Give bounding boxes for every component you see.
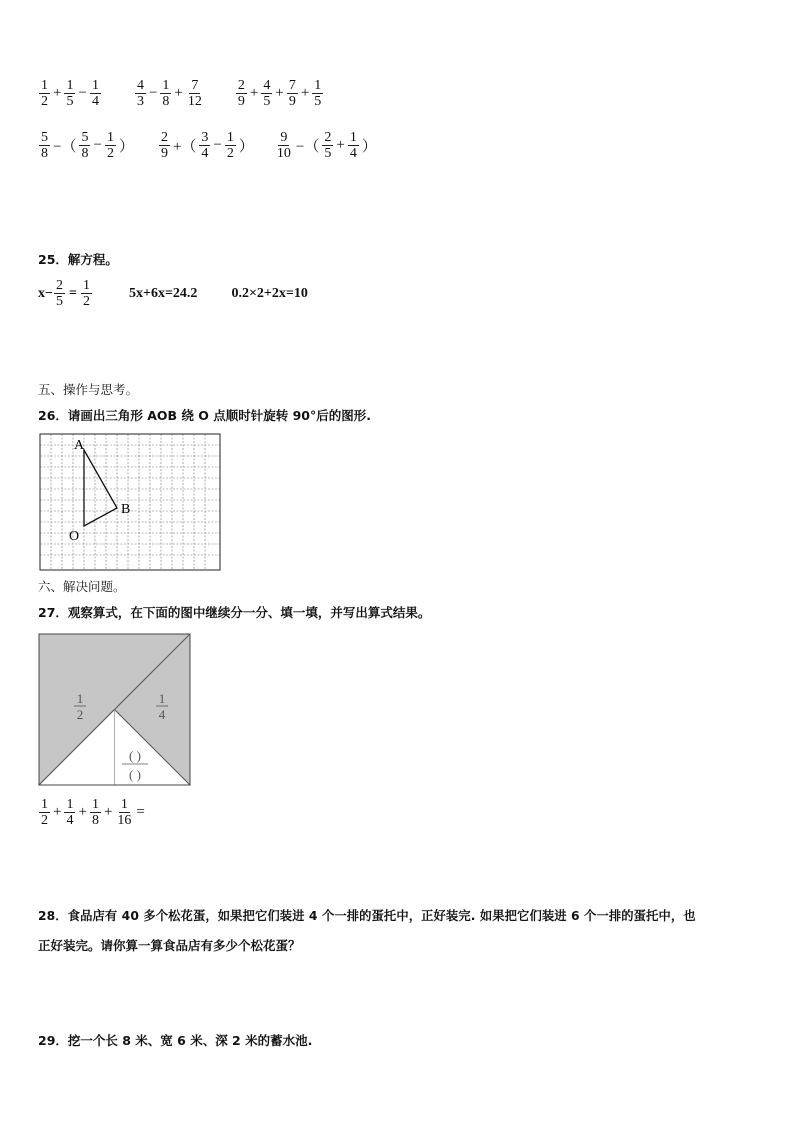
triangle-aob [84,450,117,526]
q25-equations: x− $\frac{2}{5}$ = $\frac{1}{2}$ 5x+6x=24.2 0.2×2+2x=10 [38,278,308,309]
expr-2: $\frac{4}{3}$ − $\frac{1}{8}$ + $\frac{7}{12}$ [136,78,202,109]
blank-den: ( ) [129,767,141,782]
eq1-frac-2: $\frac{1}{2}$ [82,278,90,309]
calc-row-2 [38,130,379,161]
section-6-heading: 六、解决问题。 [38,579,126,594]
eq3: 0.2×2+2x=10 [231,285,308,301]
q25-title: 25．解方程。 [38,252,118,267]
q26-title: 26．请画出三角形 AOB 绕 O 点顺时针旋转 90°后的图形. [38,408,372,423]
label-o: O [69,529,80,544]
half-den: 2 [76,707,84,722]
eq1-frac-1: $\frac{2}{5}$ [55,278,63,309]
expr-6: $\frac{9}{10}$ −（ $\frac{2}{5}$ + $\frac{1}{4}$ ） [276,130,377,161]
quarter-num: 1 [158,691,166,706]
expr-4: $\frac{5}{8}$ −（ $\frac{5}{8}$ − $\frac{1}{2}$ ） [41,130,134,161]
half-num: 1 [76,691,84,706]
q26-grid-figure [38,432,222,572]
q28-line1: 28．食品店有 40 多个松花蛋，如果把它们装进 4 个一排的蛋托中，正好装完. 如果把它们装进 6 个一排的蛋托中，也 [38,909,696,923]
q27-title: 27．观察算式，在下面的图中继续分一分、填一填，并写出算式结果。 [38,605,431,620]
q28-line2: 正好装完。请你算一算食品店有多少个松花蛋？ [38,938,301,953]
calc-row-1 [38,78,324,109]
q27-sum: $\frac{1}{2}$ + $\frac{1}{4}$ + $\frac{1}{8}$ + $\frac{1}{16}$ = [41,797,145,828]
section-5-heading: 五、操作与思考。 [38,382,139,397]
eq2: 5x+6x=24.2 [128,285,198,301]
quarter-den: 4 [158,707,166,722]
expr-5: $\frac{2}{9}$ +（ $\frac{3}{4}$ − $\frac{1}{2}$ ） [160,130,254,161]
expr-1: $\frac{1}{2}$ + $\frac{1}{5}$ − $\frac{1}{4}$ [41,78,99,109]
blank-num: ( ) [129,748,141,763]
label-b: B [121,502,131,517]
q27-square-figure [38,633,192,787]
eq1-prefix: x− [38,285,53,301]
label-a: A [74,438,85,453]
q29-title: 29．挖一个长 8 米、宽 6 米、深 2 米的蓄水池. [38,1033,313,1048]
expr-3: $\frac{2}{9}$ + $\frac{4}{5}$ + $\frac{7}{9}$ + $\frac{1}{5}$ [237,78,322,109]
